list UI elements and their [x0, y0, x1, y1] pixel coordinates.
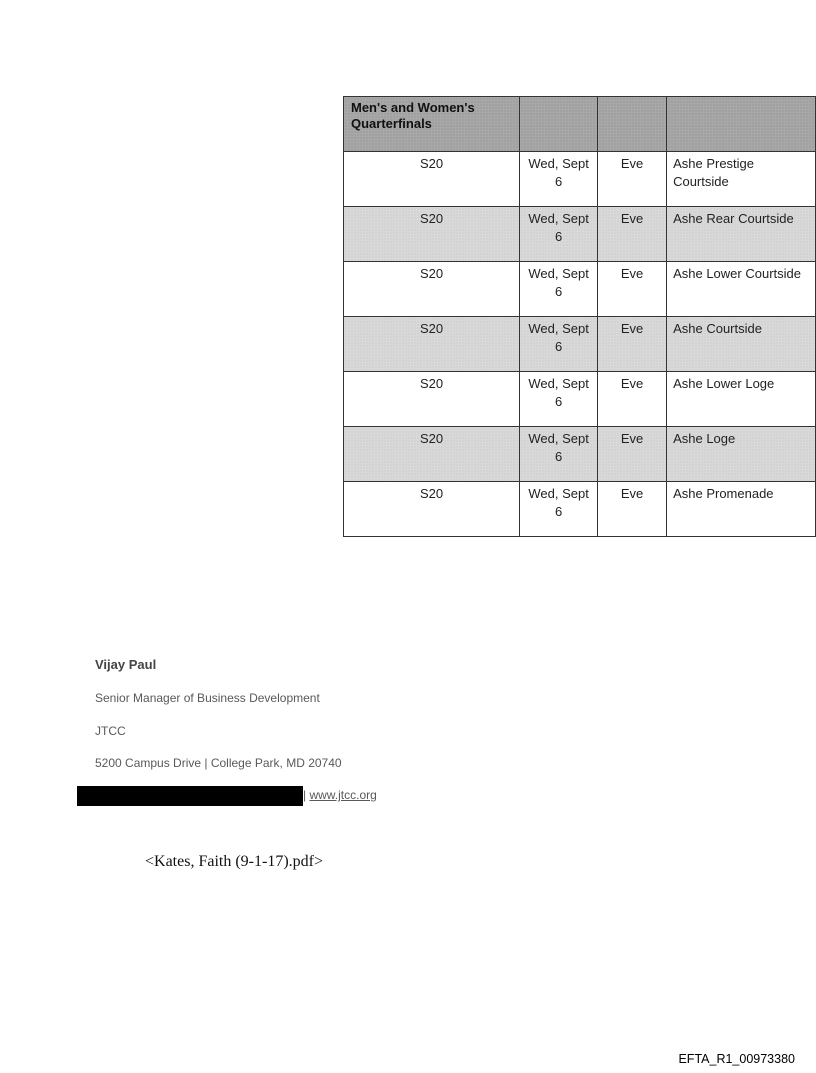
- table-row: [344, 262, 816, 317]
- session-cell: Eve: [598, 152, 667, 207]
- seat-cell: Ashe Lower Loge: [667, 372, 816, 427]
- signature-name: Vijay Paul: [95, 657, 157, 672]
- seat-cell: Ashe Lower Courtside: [667, 262, 816, 317]
- seat-cell: Ashe Rear Courtside: [667, 207, 816, 262]
- session-cell: Eve: [598, 207, 667, 262]
- seat-cell: Ashe Courtside: [667, 317, 816, 372]
- price-cell: S20: [344, 152, 520, 207]
- header-cell: [667, 97, 816, 152]
- price-cell: S20: [344, 427, 520, 482]
- price-cell: S20: [344, 317, 520, 372]
- contact-line: [303, 788, 377, 802]
- signature-title: Senior Manager of Business Development: [95, 691, 320, 705]
- table-row: [344, 427, 816, 482]
- price-cell: S20: [344, 207, 520, 262]
- session-cell: Eve: [598, 482, 667, 537]
- table-row: [344, 317, 816, 372]
- attachment-reference: <Kates, Faith (9-1-17).pdf>: [145, 853, 324, 870]
- session-cell: Eve: [598, 372, 667, 427]
- table-header-row: [344, 97, 816, 152]
- session-cell: Eve: [598, 317, 667, 372]
- seat-cell: Ashe Prestige Courtside: [667, 152, 816, 207]
- quarterfinals-table: [343, 96, 816, 537]
- date-cell: Wed, Sept 6: [520, 482, 598, 537]
- table-row: [344, 152, 816, 207]
- date-cell: Wed, Sept 6: [520, 317, 598, 372]
- date-cell: Wed, Sept 6: [520, 152, 598, 207]
- seat-cell: Ashe Promenade: [667, 482, 816, 537]
- header-cell: [520, 97, 598, 152]
- seat-cell: Ashe Loge: [667, 427, 816, 482]
- date-cell: Wed, Sept 6: [520, 427, 598, 482]
- header-cell: [598, 97, 667, 152]
- signature-address: 5200 Campus Drive | College Park, MD 20740: [95, 756, 342, 770]
- date-cell: Wed, Sept 6: [520, 372, 598, 427]
- price-cell: S20: [344, 262, 520, 317]
- date-cell: Wed, Sept 6: [520, 207, 598, 262]
- session-cell: Eve: [598, 262, 667, 317]
- date-cell: Wed, Sept 6: [520, 262, 598, 317]
- redaction-bar: [77, 786, 303, 806]
- session-cell: Eve: [598, 427, 667, 482]
- table-row: [344, 207, 816, 262]
- table-row: [344, 482, 816, 537]
- website-link[interactable]: www.jtcc.org: [309, 788, 377, 802]
- document-id: EFTA_R1_00973380: [678, 1052, 795, 1066]
- price-cell: S20: [344, 372, 520, 427]
- signature-org: JTCC: [95, 724, 126, 738]
- contact-separator: |: [303, 788, 310, 802]
- header-cell-event: Men's and Women's Quarterfinals: [344, 97, 520, 152]
- table-row: [344, 372, 816, 427]
- price-cell: S20: [344, 482, 520, 537]
